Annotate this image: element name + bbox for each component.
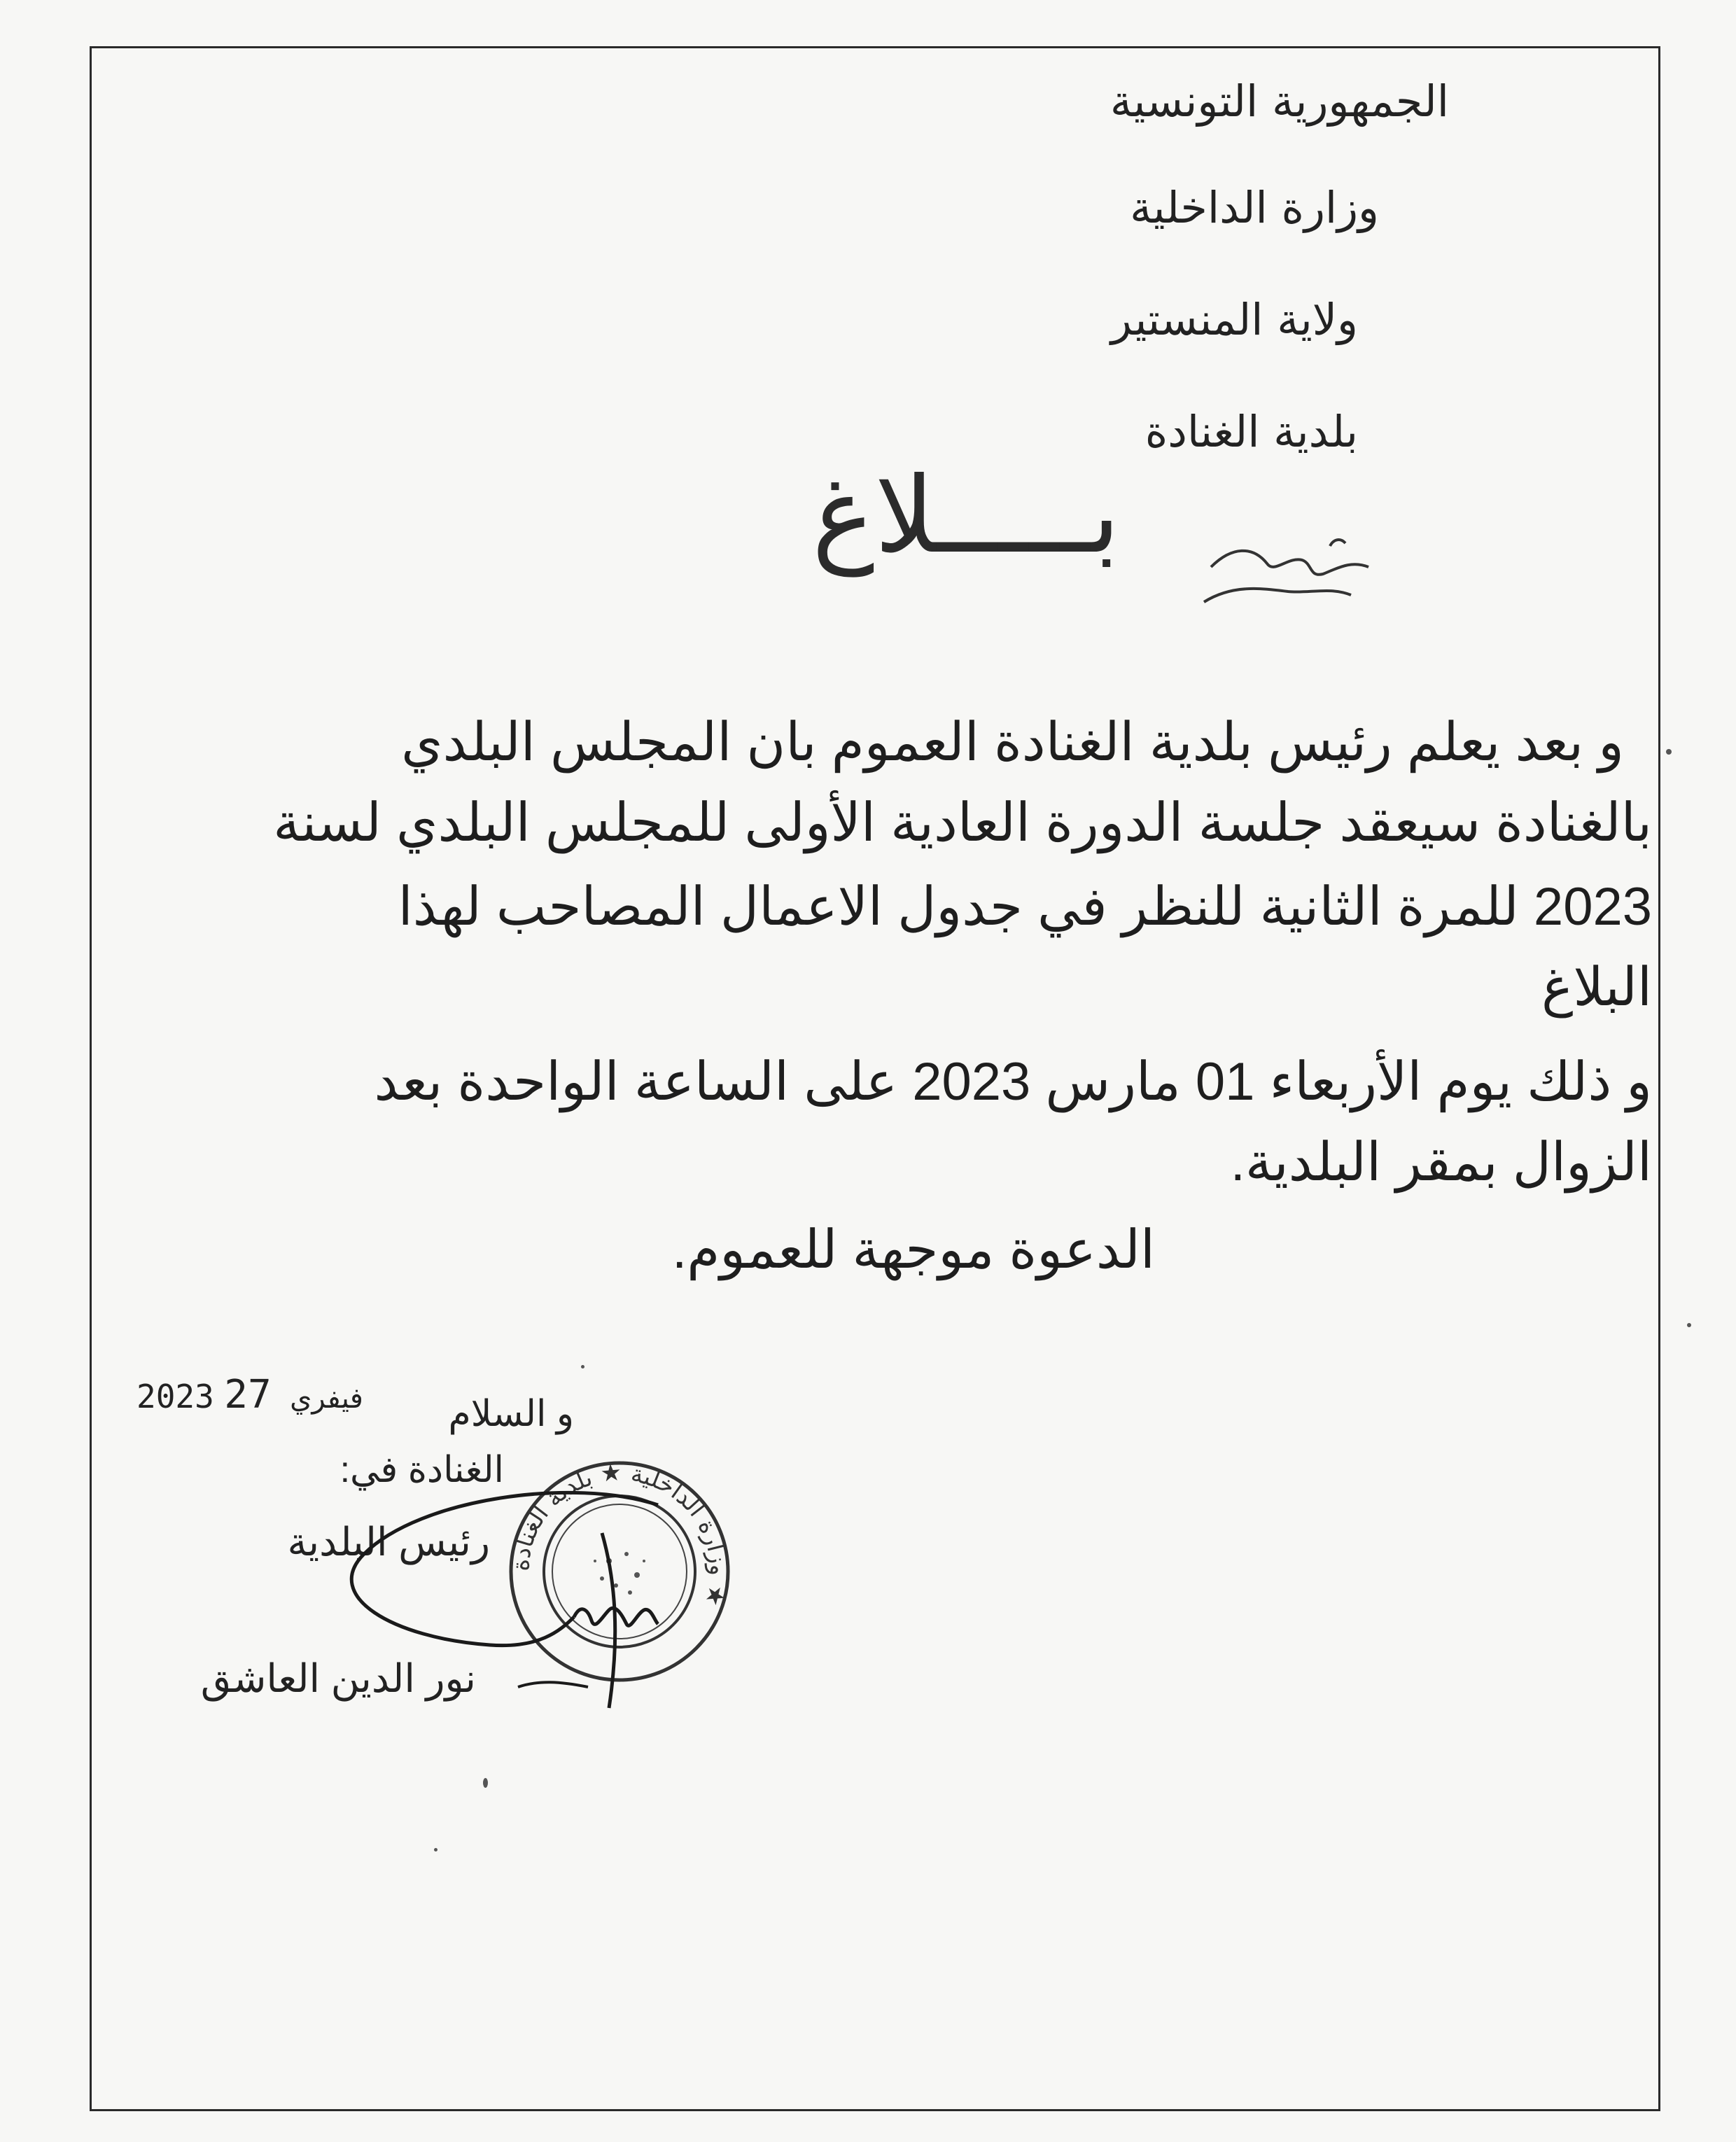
signature [308,1477,812,1729]
closing-date [136,1372,372,1418]
closing-place: الغنادة في: [340,1450,504,1490]
handwritten-annotation [1190,518,1400,616]
signatory-role: رئيس البلدية [287,1520,490,1564]
body-line: الدعوة موجهة للعموم. [672,1220,1155,1280]
date-year: 2023 [136,1378,214,1415]
header-republic: الجمهورية التونسية [1110,76,1449,127]
scan-speck [434,1848,438,1851]
header-municipality: بلدية الغنادة [1144,406,1358,457]
header-ministry: وزارة الداخلية [1130,182,1379,233]
date-day: 27 [224,1372,272,1418]
body-line: 2023 للمرة الثانية للنظر في جدول الاعمال المصاحب لهذا [398,877,1652,937]
scan-speck [483,1778,488,1788]
scan-speck [1666,749,1672,755]
body-line: الزوال بمقر البلدية. [1230,1133,1652,1192]
body-line: و ذلك يوم الأربعاء 01 مارس 2023 على الساعة الواحدة بعد [374,1052,1652,1112]
scan-speck [1687,1323,1691,1327]
body-line: و بعد يعلم رئيس بلدية الغنادة العموم بان المجلس البلدي [401,713,1624,772]
body-line: بالغنادة سيعقد جلسة الدورة العادية الأولى للمجلس البلدي لسنة [273,793,1652,853]
body-line: البلاغ [1541,958,1652,1017]
date-month: فيفري [290,1383,363,1414]
closing-salam: و السلام [448,1394,574,1434]
document-title: بـــــلاغ [812,455,1121,577]
scan-speck [581,1365,584,1368]
stamp-text: وزارة الداخلية ★ بلدية الغنادة ★ [506,1458,733,1610]
signatory-name: نور الدين العاشق [200,1656,476,1700]
header-governorate: ولاية المنستير [1110,294,1358,345]
